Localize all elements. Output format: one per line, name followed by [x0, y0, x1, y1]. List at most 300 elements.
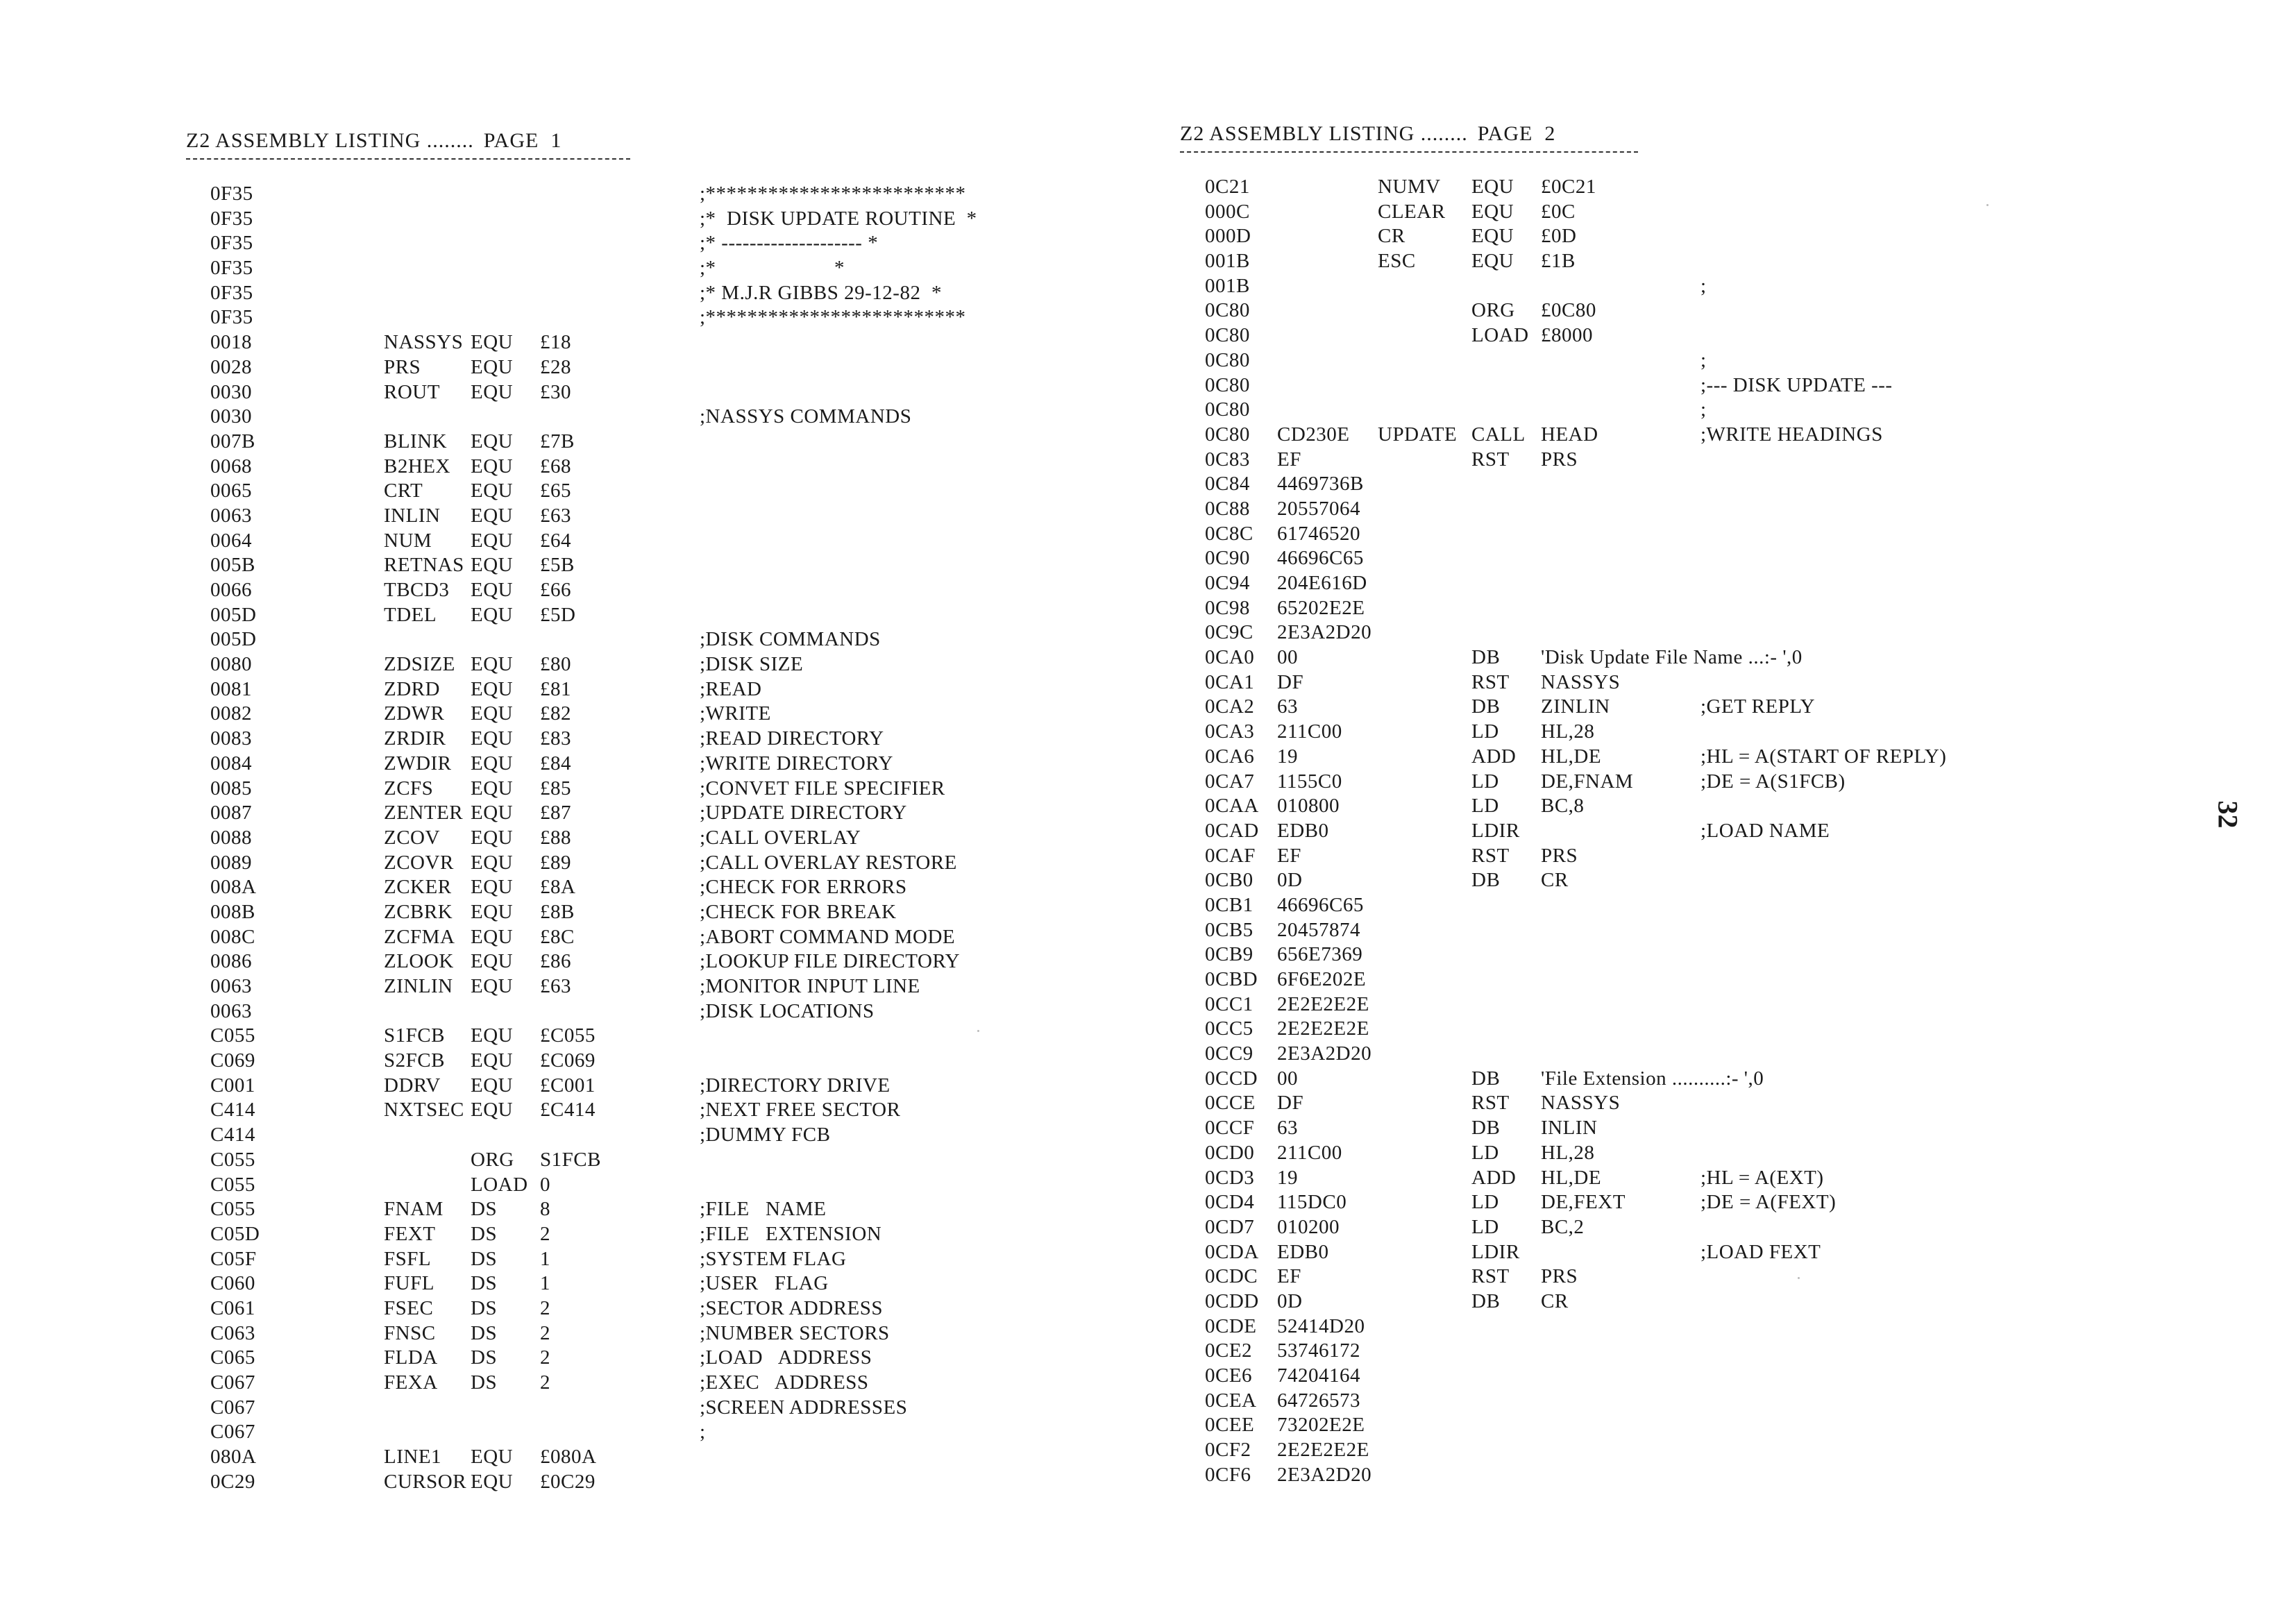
line-opcode: EQU — [471, 430, 514, 452]
line-opcode: LDIR — [1471, 1240, 1520, 1263]
line-address: 0028 — [210, 355, 252, 378]
line-opcode: EQU — [1471, 250, 1514, 273]
line-address: 0CA7 — [1205, 770, 1255, 793]
line-comment: ;GET REPLY — [1700, 695, 1816, 718]
object-code: 4469736B — [1277, 473, 1364, 496]
line-address: 0C90 — [1205, 547, 1250, 570]
line-label: TDEL — [384, 603, 437, 626]
line-operand: 2 — [540, 1371, 550, 1394]
line-label: ZINLIN — [384, 975, 453, 997]
line-opcode: LD — [1471, 1191, 1499, 1214]
line-address: 0C80 — [1205, 324, 1250, 347]
line-label: FSEC — [384, 1296, 434, 1319]
line-opcode: EQU — [471, 579, 514, 601]
line-address: 0CEA — [1205, 1389, 1257, 1412]
line-operand: HL,28 — [1541, 1141, 1595, 1164]
line-operand: £5D — [540, 603, 576, 626]
object-code: EF — [1277, 844, 1301, 867]
line-operand: £63 — [540, 975, 571, 997]
line-address: 0F35 — [210, 281, 253, 304]
line-address: 0CDA — [1205, 1240, 1259, 1263]
object-code: EDB0 — [1277, 819, 1329, 842]
line-opcode: LD — [1471, 720, 1499, 743]
line-address: 0086 — [210, 950, 252, 973]
page-number-label: PAGE 1 — [483, 129, 562, 152]
line-operand: HL,28 — [1541, 720, 1595, 743]
object-code: 65202E2E — [1277, 596, 1365, 619]
line-operand: HL,DE — [1541, 1166, 1602, 1189]
line-opcode: LD — [1471, 1141, 1499, 1164]
object-code: 656E7369 — [1277, 943, 1363, 966]
object-code: 204E616D — [1277, 572, 1367, 594]
line-address: 0C9C — [1205, 621, 1253, 644]
line-operand: £5B — [540, 554, 575, 577]
line-address: 0C80 — [1205, 423, 1250, 446]
object-code: 0D — [1277, 869, 1303, 892]
line-opcode: EQU — [471, 1446, 514, 1469]
line-opcode: LD — [1471, 770, 1499, 793]
line-operand: 2 — [540, 1321, 550, 1344]
line-opcode: EQU — [471, 603, 514, 626]
object-code: 010800 — [1277, 795, 1340, 818]
line-operand: 1 — [540, 1272, 550, 1295]
line-opcode: EQU — [1471, 200, 1514, 223]
line-address: 0063 — [210, 975, 252, 997]
line-opcode: DS — [471, 1247, 498, 1270]
line-address: 0C94 — [1205, 572, 1250, 594]
line-opcode: RST — [1471, 670, 1510, 693]
object-code: 211C00 — [1277, 1141, 1342, 1164]
line-opcode: DB — [1471, 1289, 1501, 1312]
object-code: CD230E — [1277, 423, 1350, 446]
line-comment: ;NEXT FREE SECTOR — [700, 1099, 901, 1122]
line-address: 0C80 — [1205, 398, 1250, 421]
line-label: DDRV — [384, 1074, 441, 1097]
line-operand: HEAD — [1541, 423, 1598, 446]
line-comment: ;SCREEN ADDRESSES — [700, 1396, 908, 1419]
line-comment: ;HL = A(START OF REPLY) — [1700, 745, 1947, 768]
line-comment: ;DE = A(FEXT) — [1700, 1191, 1837, 1214]
line-operand: £66 — [540, 579, 571, 601]
line-address: 0CDD — [1205, 1289, 1259, 1312]
line-opcode: EQU — [471, 455, 514, 477]
object-code: 2E2E2E2E — [1277, 1017, 1369, 1040]
line-address: 0083 — [210, 727, 252, 750]
line-label: ZCBRK — [384, 900, 453, 923]
line-operand: 'File Extension ..........:- ',0 — [1541, 1067, 1764, 1090]
line-address: C065 — [210, 1346, 255, 1369]
line-address: 0CAA — [1205, 795, 1259, 818]
line-label: ZLOOK — [384, 950, 454, 973]
line-operand: £80 — [540, 653, 571, 676]
line-address: 008A — [210, 876, 257, 899]
line-label: NASSYS — [384, 331, 464, 354]
line-label: ZRDIR — [384, 727, 446, 750]
object-code: 73202E2E — [1277, 1414, 1365, 1437]
line-address: C05D — [210, 1222, 260, 1245]
line-opcode: EQU — [1471, 225, 1514, 248]
line-address: C055 — [210, 1024, 255, 1047]
line-address: 0C80 — [1205, 373, 1250, 396]
line-operand: BC,8 — [1541, 795, 1585, 818]
line-operand: £C414 — [540, 1099, 596, 1122]
line-address: 0082 — [210, 702, 252, 725]
line-comment: ;HL = A(EXT) — [1700, 1166, 1824, 1189]
line-opcode: EQU — [471, 702, 514, 725]
line-opcode: EQU — [471, 777, 514, 800]
line-address: C055 — [210, 1173, 255, 1196]
line-operand: HL,DE — [1541, 745, 1602, 768]
line-label: CURSOR — [384, 1470, 467, 1493]
line-opcode: EQU — [471, 677, 514, 700]
line-opcode: EQU — [471, 1024, 514, 1047]
listing-page-2 — [1180, 122, 2235, 1486]
line-address: 005B — [210, 554, 255, 577]
object-code: 010200 — [1277, 1215, 1340, 1238]
line-address: 0CCF — [1205, 1117, 1255, 1140]
line-opcode: ORG — [471, 1148, 514, 1171]
line-opcode: ORG — [1471, 299, 1515, 322]
line-opcode: ADD — [1471, 745, 1517, 768]
line-comment: ;CONVET FILE SPECIFIER — [700, 777, 945, 800]
line-comment: ;DE = A(S1FCB) — [1700, 770, 1846, 793]
line-address: 0CCD — [1205, 1067, 1258, 1090]
object-code: 52414D20 — [1277, 1314, 1365, 1337]
line-address: 080A — [210, 1446, 257, 1469]
line-address: 0066 — [210, 579, 252, 601]
line-comment: ;************************* — [700, 306, 966, 329]
object-code: 46696C65 — [1277, 893, 1364, 916]
line-opcode: EQU — [471, 653, 514, 676]
line-label: ZDSIZE — [384, 653, 455, 676]
line-address: 0CD7 — [1205, 1215, 1255, 1238]
line-comment: ; — [1700, 274, 1707, 297]
line-operand: £88 — [540, 826, 571, 849]
line-label: FSFL — [384, 1247, 432, 1270]
line-address: 001B — [1205, 250, 1250, 273]
line-address: 0030 — [210, 405, 252, 428]
line-operand: £86 — [540, 950, 571, 973]
line-address: 008C — [210, 925, 255, 948]
line-address: 0CA6 — [1205, 745, 1255, 768]
line-comment: ;CALL OVERLAY — [700, 826, 861, 849]
line-address: 0F35 — [210, 232, 253, 255]
line-label: FNSC — [384, 1321, 436, 1344]
line-address: C05F — [210, 1247, 257, 1270]
line-address: 008B — [210, 900, 255, 923]
line-address: 0081 — [210, 677, 252, 700]
line-label: LINE1 — [384, 1446, 442, 1469]
line-label: NUMV — [1378, 176, 1441, 198]
line-comment: ;READ — [700, 677, 762, 700]
line-opcode: EQU — [471, 331, 514, 354]
line-opcode: DS — [471, 1222, 498, 1245]
line-opcode: EQU — [471, 355, 514, 378]
line-opcode: EQU — [471, 900, 514, 923]
line-opcode: EQU — [1471, 176, 1514, 198]
line-comment: ;NUMBER SECTORS — [700, 1321, 890, 1344]
line-address: 0065 — [210, 480, 252, 502]
line-operand: £0C80 — [1541, 299, 1596, 322]
line-address: 0087 — [210, 802, 252, 824]
line-operand: 2 — [540, 1222, 550, 1245]
line-opcode: EQU — [471, 504, 514, 527]
line-comment: ;EXEC ADDRESS — [700, 1371, 869, 1394]
line-label: ZCFS — [384, 777, 434, 800]
object-code: 46696C65 — [1277, 547, 1364, 570]
line-opcode: DS — [471, 1371, 498, 1394]
line-address: 0089 — [210, 851, 252, 874]
object-code: 2E2E2E2E — [1277, 1439, 1369, 1462]
line-label: NXTSEC — [384, 1099, 464, 1122]
line-opcode: EQU — [471, 529, 514, 552]
line-opcode: EQU — [471, 950, 514, 973]
scan-speck — [1798, 1277, 1800, 1279]
line-operand: £89 — [540, 851, 571, 874]
line-label: FEXA — [384, 1371, 438, 1394]
line-address: 0C88 — [1205, 497, 1250, 520]
line-address: 0063 — [210, 999, 252, 1022]
object-code: 64726573 — [1277, 1389, 1360, 1412]
line-operand: PRS — [1541, 1265, 1578, 1288]
line-address: 0CD3 — [1205, 1166, 1255, 1189]
line-comment: ;DISK COMMANDS — [700, 628, 881, 651]
line-comment: ;LOAD NAME — [1700, 819, 1830, 842]
line-address: 0CF2 — [1205, 1439, 1251, 1462]
line-address: 0080 — [210, 653, 252, 676]
line-operand: £0C21 — [1541, 176, 1596, 198]
line-comment: ;LOAD FEXT — [1700, 1240, 1821, 1263]
line-address: 0CF6 — [1205, 1463, 1251, 1486]
line-operand: £080A — [540, 1446, 597, 1469]
object-code: DF — [1277, 1092, 1304, 1115]
line-address: 0CC1 — [1205, 992, 1253, 1015]
page-header — [186, 129, 1158, 157]
line-opcode: RST — [1471, 1265, 1510, 1288]
line-operand: £81 — [540, 677, 571, 700]
object-code: 63 — [1277, 695, 1298, 718]
line-address: C055 — [210, 1148, 255, 1171]
line-address: 0030 — [210, 380, 252, 403]
line-opcode: EQU — [471, 975, 514, 997]
line-operand: CR — [1541, 1289, 1569, 1312]
line-address: C414 — [210, 1099, 255, 1122]
line-address: 0085 — [210, 777, 252, 800]
line-comment: ;* * — [700, 257, 845, 280]
object-code: 2E3A2D20 — [1277, 1042, 1372, 1065]
object-code: 00 — [1277, 646, 1298, 669]
object-code: EF — [1277, 1265, 1301, 1288]
line-address: 0C8C — [1205, 522, 1253, 545]
line-address: C063 — [210, 1321, 255, 1344]
line-address: 0018 — [210, 331, 252, 354]
line-address: 0C29 — [210, 1470, 255, 1493]
line-operand: £68 — [540, 455, 571, 477]
object-code: 20457874 — [1277, 918, 1360, 941]
line-label: ZDRD — [384, 677, 440, 700]
line-label: RETNAS — [384, 554, 464, 577]
line-label: NUM — [384, 529, 432, 552]
line-opcode: DB — [1471, 695, 1501, 718]
line-operand: £8B — [540, 900, 575, 923]
line-address: 0064 — [210, 529, 252, 552]
object-code: DF — [1277, 670, 1304, 693]
line-address: 0CA2 — [1205, 695, 1255, 718]
line-label: ZWDIR — [384, 752, 452, 775]
line-operand: £1B — [1541, 250, 1576, 273]
line-comment: ; — [1700, 398, 1707, 421]
line-comment: ;LOOKUP FILE DIRECTORY — [700, 950, 961, 973]
line-address: C067 — [210, 1371, 255, 1394]
line-operand: £63 — [540, 504, 571, 527]
line-address: 0088 — [210, 826, 252, 849]
line-operand: £C069 — [540, 1049, 596, 1072]
line-address: 0C80 — [1205, 299, 1250, 322]
line-label: S2FCB — [384, 1049, 445, 1072]
line-label: INLIN — [384, 504, 441, 527]
line-comment: ;USER FLAG — [700, 1272, 829, 1295]
line-operand: £8A — [540, 876, 576, 899]
line-address: 0084 — [210, 752, 252, 775]
line-address: 0CA0 — [1205, 646, 1255, 669]
line-opcode: DS — [471, 1198, 498, 1221]
line-opcode: ADD — [1471, 1166, 1517, 1189]
line-operand: £C001 — [540, 1074, 596, 1097]
object-code: 19 — [1277, 1166, 1298, 1189]
line-address: 0CB1 — [1205, 893, 1253, 916]
line-opcode: EQU — [471, 876, 514, 899]
object-code: 19 — [1277, 745, 1298, 768]
line-operand: DE,FNAM — [1541, 770, 1634, 793]
page-header — [1180, 122, 2235, 150]
line-address: 0CB5 — [1205, 918, 1253, 941]
line-address: 001B — [1205, 274, 1250, 297]
object-code: 63 — [1277, 1117, 1298, 1140]
line-address: 0CAF — [1205, 844, 1256, 867]
line-opcode: RST — [1471, 844, 1510, 867]
line-address: 0CE2 — [1205, 1339, 1253, 1362]
object-code: 2E3A2D20 — [1277, 621, 1372, 644]
line-operand: £84 — [540, 752, 571, 775]
line-operand: DE,FEXT — [1541, 1191, 1626, 1214]
line-address: 0CDC — [1205, 1265, 1258, 1288]
line-address: 0CD0 — [1205, 1141, 1255, 1164]
page-number-label: PAGE 2 — [1477, 122, 1556, 145]
line-operand: 'Disk Update File Name ...:- ',0 — [1541, 646, 1803, 669]
line-opcode: CALL — [1471, 423, 1526, 446]
line-label: TBCD3 — [384, 579, 450, 601]
line-address: C061 — [210, 1296, 255, 1319]
line-operand: £0C — [1541, 200, 1576, 223]
line-label: ZDWR — [384, 702, 445, 725]
line-label: ZCKER — [384, 876, 452, 899]
line-operand: 2 — [540, 1346, 550, 1369]
line-opcode: DS — [471, 1296, 498, 1319]
line-opcode: DB — [1471, 646, 1501, 669]
line-address: 0CD4 — [1205, 1191, 1255, 1214]
line-comment: ;FILE NAME — [700, 1198, 827, 1221]
header-rule — [1180, 151, 1638, 153]
line-opcode: LOAD — [471, 1173, 528, 1196]
object-code: 2E2E2E2E — [1277, 992, 1369, 1015]
line-operand: £65 — [540, 480, 571, 502]
line-opcode: EQU — [471, 380, 514, 403]
line-address: 0CE6 — [1205, 1364, 1253, 1387]
line-label: PRS — [384, 355, 421, 378]
line-opcode: EQU — [471, 554, 514, 577]
line-comment: ;SECTOR ADDRESS — [700, 1296, 884, 1319]
line-operand: £7B — [540, 430, 575, 452]
line-label: ROUT — [384, 380, 440, 403]
line-address: 0C84 — [1205, 473, 1250, 496]
line-opcode: EQU — [471, 1074, 514, 1097]
line-comment: ;CHECK FOR BREAK — [700, 900, 897, 923]
line-address: 000D — [1205, 225, 1251, 248]
line-address: 0CAD — [1205, 819, 1259, 842]
line-address: C001 — [210, 1074, 255, 1097]
line-comment: ;MONITOR INPUT LINE — [700, 975, 920, 997]
line-address: 0F35 — [210, 207, 253, 230]
object-code: 61746520 — [1277, 522, 1360, 545]
line-address: 0C83 — [1205, 448, 1250, 471]
line-label: ZCOVR — [384, 851, 454, 874]
line-address: 0CC9 — [1205, 1042, 1253, 1065]
line-address: 005D — [210, 603, 257, 626]
line-address: 0F35 — [210, 183, 253, 205]
line-comment: ;READ DIRECTORY — [700, 727, 884, 750]
line-operand: ZINLIN — [1541, 695, 1610, 718]
line-operand: £0D — [1541, 225, 1577, 248]
line-operand: £82 — [540, 702, 571, 725]
line-address: 0068 — [210, 455, 252, 477]
line-comment: ;DUMMY FCB — [700, 1124, 831, 1147]
line-address: C069 — [210, 1049, 255, 1072]
line-address: C067 — [210, 1421, 255, 1444]
line-label: FLDA — [384, 1346, 438, 1369]
line-comment: ;WRITE HEADINGS — [1700, 423, 1883, 446]
line-opcode: DB — [1471, 1117, 1501, 1140]
line-operand: 1 — [540, 1247, 550, 1270]
line-address: 0CB9 — [1205, 943, 1253, 966]
line-comment: ;* M.J.R GIBBS 29-12-82 * — [700, 281, 942, 304]
line-operand: £87 — [540, 802, 571, 824]
line-address: C055 — [210, 1198, 255, 1221]
line-operand: £30 — [540, 380, 571, 403]
line-opcode: EQU — [471, 826, 514, 849]
line-comment: ; — [700, 1421, 706, 1444]
line-label: UPDATE — [1378, 423, 1458, 446]
line-comment: ;* DISK UPDATE ROUTINE * — [700, 207, 977, 230]
line-operand: PRS — [1541, 844, 1578, 867]
line-comment: ;FILE EXTENSION — [700, 1222, 882, 1245]
line-label: FNAM — [384, 1198, 444, 1221]
line-label: FEXT — [384, 1222, 436, 1245]
line-address: 0CA1 — [1205, 670, 1255, 693]
listing-title: Z2 ASSEMBLY LISTING ........ — [1180, 122, 1468, 145]
line-opcode: LD — [1471, 795, 1499, 818]
line-label: B2HEX — [384, 455, 450, 477]
line-opcode: DB — [1471, 1067, 1501, 1090]
line-comment: ;DISK SIZE — [700, 653, 804, 676]
line-opcode: LD — [1471, 1215, 1499, 1238]
scan-speck — [977, 1030, 979, 1032]
line-address: 0CCE — [1205, 1092, 1256, 1115]
line-opcode: EQU — [471, 752, 514, 775]
line-address: 0CC5 — [1205, 1017, 1253, 1040]
line-comment: ;WRITE DIRECTORY — [700, 752, 893, 775]
line-operand: S1FCB — [540, 1148, 601, 1171]
line-operand: £28 — [540, 355, 571, 378]
